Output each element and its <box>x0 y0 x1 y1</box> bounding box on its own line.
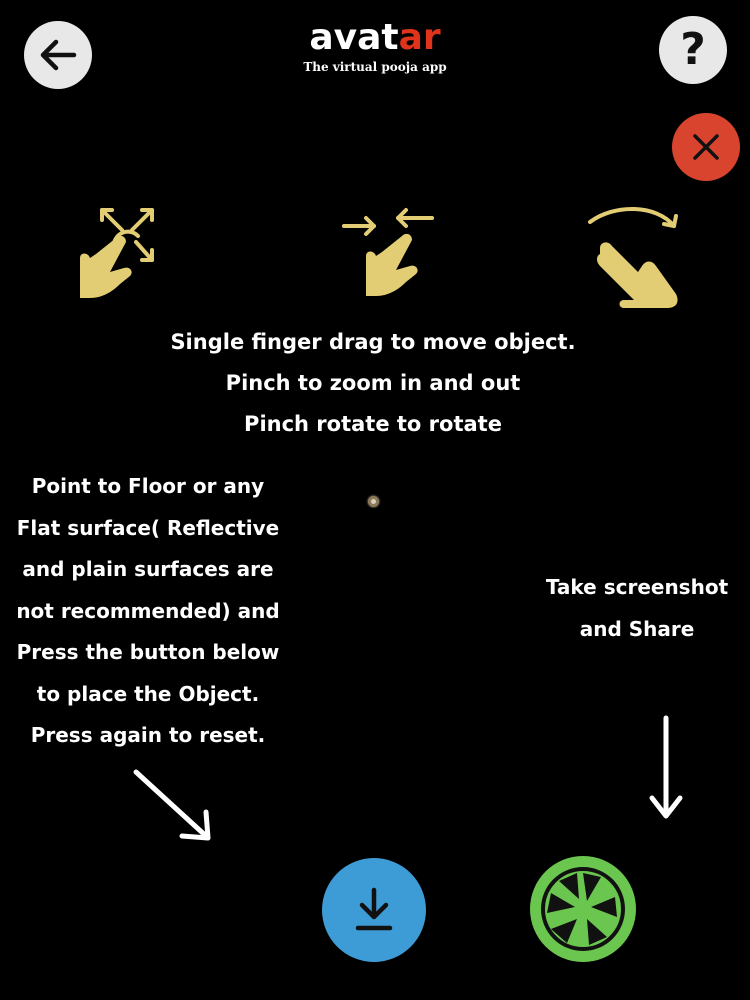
diagonal-arrow-icon <box>130 766 216 846</box>
rotate-hand-icon <box>586 204 688 314</box>
drag-hand-icon <box>66 204 160 314</box>
close-icon <box>689 130 723 164</box>
instruction-line: Single finger drag to move object. <box>170 330 576 354</box>
instruction-line: and Share <box>579 616 695 641</box>
instruction-line: Press again to reset. <box>30 723 266 747</box>
instruction-line: Point to Floor or any <box>31 474 265 498</box>
pinch-hand-icon <box>340 204 436 314</box>
instruction-line: and plain surfaces are <box>22 557 274 581</box>
back-button[interactable] <box>24 21 92 89</box>
instruction-line: not recommended) and <box>16 598 280 623</box>
logo-main: avat <box>309 17 399 58</box>
logo-accent: ar <box>398 17 441 58</box>
close-button[interactable] <box>672 113 740 181</box>
instruction-line: to place the Object. <box>36 681 260 706</box>
arrow-left-icon <box>36 33 80 77</box>
place-object-button[interactable] <box>322 858 426 962</box>
screenshot-instructions <box>526 567 748 650</box>
instruction-line: Pinch rotate to rotate <box>244 412 502 436</box>
help-button[interactable] <box>659 16 727 84</box>
logo-tagline: The virtual pooja app <box>303 60 447 74</box>
down-arrow-icon <box>646 714 686 822</box>
question-mark-icon: ? <box>680 24 706 75</box>
screenshot-button[interactable] <box>530 856 636 962</box>
app-logo <box>300 16 450 74</box>
placement-instructions <box>4 466 292 757</box>
instruction-line: Press the button below <box>16 640 280 664</box>
placement-reticle <box>368 496 379 507</box>
instruction-line: Take screenshot <box>545 575 729 599</box>
gesture-instructions <box>100 322 646 445</box>
logo-wordmark <box>300 16 450 60</box>
instruction-line: Flat surface( Reflective <box>16 515 280 540</box>
download-place-icon <box>350 886 398 934</box>
instruction-line: Pinch to zoom in and out <box>225 371 521 395</box>
camera-shutter-icon <box>537 863 629 955</box>
